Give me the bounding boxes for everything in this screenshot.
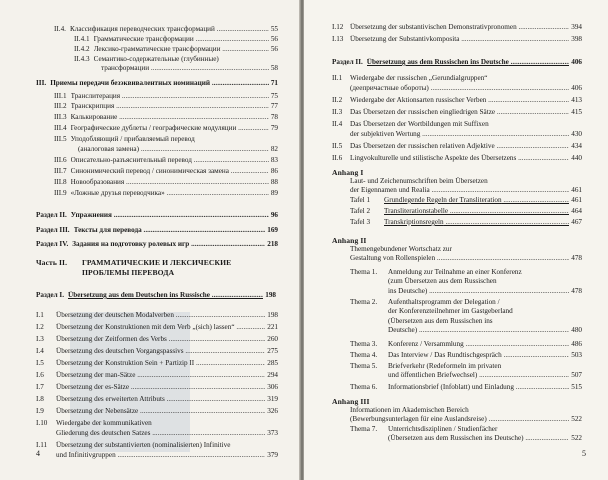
- toc-row: [101, 64, 278, 73]
- toc-num: II.5: [332, 142, 343, 150]
- toc-row: [36, 383, 278, 392]
- toc-num: III.6: [54, 156, 67, 164]
- thema-line: [350, 383, 582, 392]
- toc-title: Übersetzung des deutschen Vorgangspassivs .....: [56, 347, 265, 356]
- annex1-title-1: Laut- und Zeichenumschriften beim Übersetzen: [350, 177, 488, 185]
- toc-num: I.12: [332, 23, 344, 31]
- toc-num: I.6: [36, 371, 44, 379]
- toc-row: [54, 102, 278, 111]
- annex-title: Grundlegende Regeln der Transliteration .....: [384, 196, 569, 205]
- toc-row: [74, 35, 278, 44]
- toc-row: [56, 429, 278, 438]
- toc-title: Übersetzung der deutschen Modalverben .....: [56, 311, 265, 320]
- thema-page: 480: [571, 326, 582, 335]
- toc-row: [36, 240, 278, 249]
- toc-row: [54, 113, 278, 122]
- toc-title: und Infinitivgruppen .....: [56, 451, 265, 460]
- toc-num: I.5: [36, 359, 44, 367]
- toc-row: [54, 167, 278, 176]
- toc-title: Übersetzung der Konstruktion Sein + Partizip II .....: [56, 359, 265, 368]
- toc-row: [350, 84, 582, 93]
- toc-title: Тексты для перевода .....: [74, 226, 266, 235]
- toc-row: [74, 55, 278, 64]
- section-ii-label: Раздел II.: [332, 58, 363, 66]
- toc-row: [36, 407, 278, 416]
- toc-title: Übersetzung der Zeitformen des Verbs .....: [56, 335, 265, 344]
- toc-title: Задания на подготовку ролевых игр .....: [72, 240, 265, 249]
- annex3-title-1: Informationen im Akademischen Bereich: [350, 406, 469, 414]
- thema-num: Thema 7.: [350, 425, 378, 433]
- thema-line: [350, 268, 582, 277]
- toc-page: 413: [571, 96, 582, 104]
- annex-num: Tafel 3: [350, 218, 371, 226]
- toc-num: III.9: [54, 189, 67, 197]
- thema-text: (Übersetzen aus dem Russischen ins Deutsche) .....: [388, 434, 569, 443]
- toc-row: [332, 120, 582, 129]
- toc-page: 55: [270, 25, 278, 33]
- thema-line: [350, 298, 582, 307]
- toc-title: Das Übersetzen der russischen relativen Adjektive .....: [350, 142, 569, 151]
- annex2-title-1: Themengebundener Wortschatz zur: [350, 245, 452, 253]
- annex-row: [350, 196, 582, 205]
- toc-num: I.1: [36, 311, 44, 319]
- thema-text: Briefverkehr (Redeformeln im privaten: [388, 362, 502, 370]
- toc-row: [36, 347, 278, 356]
- annex-num: Tafel 1: [350, 196, 371, 204]
- toc-num: I.10: [36, 419, 48, 427]
- toc-num: II.4: [332, 120, 343, 128]
- thema-line: [388, 326, 582, 335]
- toc-page: 71: [270, 79, 278, 87]
- thema-line: [388, 317, 582, 326]
- toc-title: Lingvokulturelle und stilistische Aspekte des Übersetzens .....: [350, 154, 569, 163]
- annex1-label: Anhang I: [332, 168, 364, 177]
- toc-page: 56: [270, 45, 278, 53]
- toc-page: 430: [571, 130, 582, 138]
- thema-page: 503: [571, 351, 582, 359]
- toc-page: 373: [267, 429, 278, 437]
- section-ii-page: 406: [571, 58, 582, 66]
- annex-page: 461: [571, 196, 582, 204]
- annex-title: Transkriptionsregeln .....: [384, 218, 569, 227]
- toc-num: I.8: [36, 395, 44, 403]
- toc-page: 398: [571, 35, 582, 43]
- annex3-title-row: (Bewerbungsunterlagen für eine Auslandsreise) ..... 522: [350, 415, 582, 424]
- toc-row: [332, 23, 582, 32]
- toc-page: 319: [267, 395, 278, 403]
- thema-num: Thema 4.: [350, 351, 378, 359]
- thema-text: und öffentlichen Briefwechsel) .....: [388, 371, 569, 380]
- toc-page: 96: [270, 211, 278, 219]
- toc-page: 169: [267, 226, 278, 234]
- toc-title: Übersetzung der man-Sätze .....: [56, 371, 265, 380]
- toc-title: Приемы передачи безэквивалентных номинаций .....: [50, 79, 269, 88]
- annex-title: Transliterationstabelle .....: [384, 207, 569, 216]
- part-label: Часть II.: [36, 258, 68, 267]
- section-i-page: 198: [265, 291, 276, 299]
- toc-row: [54, 156, 278, 165]
- annex2-label: Anhang II: [332, 236, 367, 245]
- toc-title: Описательно-разъяснительный перевод .....: [71, 156, 269, 165]
- toc-row: [36, 419, 278, 428]
- toc-title: Übersetzung der Nebensätze .....: [56, 407, 265, 416]
- toc-title: Das Übersetzen der Wortbildungen mit Suffixen: [350, 120, 489, 128]
- annex-page: 464: [571, 207, 582, 215]
- toc-title: Übersetzung der es-Sätze .....: [56, 383, 265, 392]
- part-title-2: ПРОБЛЕМЫ ПЕРЕВОДА: [82, 268, 175, 277]
- toc-num: II.4.2: [74, 45, 90, 53]
- toc-title: Семантико-содержательные (глубинные): [93, 55, 219, 63]
- toc-page: 79: [270, 124, 278, 132]
- toc-num: II.2: [332, 96, 343, 104]
- section-i-label: Раздел I.: [36, 291, 64, 299]
- thema-text: Unterrichtsdisziplinen / Studienfächer: [388, 425, 498, 433]
- toc-page: 379: [267, 451, 278, 459]
- toc-num: III.8: [54, 178, 67, 186]
- toc-row: [332, 108, 582, 117]
- thema-line: [388, 277, 582, 286]
- thema-page: 515: [571, 383, 582, 391]
- annex1-title-row: der Eigennamen und Realia ..... 461: [350, 186, 582, 195]
- annex3-label: Anhang III: [332, 397, 370, 406]
- toc-page: 77: [270, 102, 278, 110]
- toc-title: Wiedergabe der russischen „Gerundialgruppen“: [350, 74, 488, 82]
- toc-title: Übersetzung des erweiterten Attributs .....: [56, 395, 265, 404]
- toc-row: [332, 74, 582, 83]
- toc-num: III.7: [54, 167, 67, 175]
- toc-page: 198: [267, 311, 278, 319]
- toc-row: [36, 226, 278, 235]
- thema-line: [388, 287, 582, 296]
- thema-text: Anmeldung zur Teilnahme an einer Konferenz: [388, 268, 522, 276]
- toc-row: [350, 130, 582, 139]
- toc-row: [36, 211, 278, 220]
- thema-page: 486: [571, 340, 582, 348]
- toc-title: Gliederung des deutschen Satzes .....: [56, 429, 265, 438]
- toc-page: 75: [270, 92, 278, 100]
- toc-page: 275: [267, 347, 278, 355]
- toc-page: 88: [270, 178, 278, 186]
- toc-title: Übersetzung der Substantivkomposita .....: [350, 35, 569, 44]
- toc-num: II.3: [332, 108, 343, 116]
- toc-row: [54, 25, 278, 34]
- thema-text: Deutsche) .....: [388, 326, 569, 335]
- toc-row: [36, 371, 278, 380]
- toc-row: [36, 395, 278, 404]
- thema-line: [388, 307, 582, 316]
- toc-title: Уподобляющий / прибавляемый перевод: [70, 135, 195, 143]
- toc-row: [36, 335, 278, 344]
- toc-page: 86: [270, 167, 278, 175]
- toc-title: Новообразования .....: [71, 178, 269, 187]
- toc-page: 285: [267, 359, 278, 367]
- toc-title: (аналоговая замена) .....: [78, 145, 269, 154]
- toc-page: 221: [267, 323, 278, 331]
- section-i-title: Übersetzung aus dem Deutschen ins Russische .....: [68, 291, 263, 300]
- toc-row: [332, 142, 582, 151]
- toc-num: Раздел II.: [36, 211, 67, 219]
- toc-row: [54, 92, 278, 101]
- toc-row: [332, 154, 582, 163]
- thema-line: [350, 362, 582, 371]
- annex-row: [350, 207, 582, 216]
- toc-title: «Ложные друзья переводчика» .....: [71, 189, 269, 198]
- thema-line: [350, 351, 582, 360]
- annex-num: Tafel 2: [350, 207, 371, 215]
- toc-page: 89: [270, 189, 278, 197]
- toc-num: I.7: [36, 383, 44, 391]
- toc-title: der subjektiven Wertung .....: [350, 130, 569, 139]
- thema-text: (zum Übersetzen aus dem Russischen: [388, 277, 497, 286]
- toc-num: III.: [36, 79, 47, 87]
- thema-text: der Konferenzteilnehmer im Gastgeberland: [388, 307, 513, 316]
- toc-page: 83: [270, 156, 278, 164]
- thema-num: Thema 5.: [350, 362, 378, 370]
- thema-text: Das Interview / Das Rundtischgespräch .....: [388, 351, 569, 360]
- toc-page: 260: [267, 335, 278, 343]
- toc-row: [78, 145, 278, 154]
- thema-line: [388, 371, 582, 380]
- toc-page: 394: [571, 23, 582, 31]
- section-ii-row: [332, 58, 582, 67]
- thema-text: Konferenz / Versammlung .....: [388, 340, 569, 349]
- toc-num: I.11: [36, 441, 48, 449]
- thema-line: [350, 425, 582, 434]
- toc-row: [36, 441, 278, 450]
- toc-page: 440: [571, 154, 582, 162]
- toc-num: III.1: [54, 92, 67, 100]
- toc-title: Übersetzung der Konstruktionen mit dem Verb „(sich) lassen“ .....: [56, 323, 265, 332]
- toc-num: I.9: [36, 407, 44, 415]
- toc-num: I.13: [332, 35, 344, 43]
- thema-page: 478: [571, 286, 582, 295]
- toc-num: I.3: [36, 335, 44, 343]
- page-number-right: 5: [582, 449, 586, 458]
- toc-page: 218: [267, 240, 278, 248]
- toc-num: III.2: [54, 102, 67, 110]
- toc-title: Грамматические трансформации .....: [94, 35, 269, 44]
- section-i-row: [36, 291, 276, 300]
- toc-title: Транскрипция .....: [71, 102, 269, 111]
- annex-page: 467: [571, 218, 582, 226]
- toc-num: I.2: [36, 323, 44, 331]
- thema-line: [388, 434, 582, 443]
- toc-title: (деепричастные обороты) .....: [350, 84, 569, 93]
- thema-text: ins Deutsche) .....: [388, 287, 569, 296]
- toc-row: [36, 311, 278, 320]
- toc-page: 58: [270, 64, 278, 72]
- toc-title: трансформации .....: [101, 64, 269, 73]
- toc-page: 415: [571, 108, 582, 116]
- toc-row: [36, 323, 278, 332]
- toc-row: [54, 178, 278, 187]
- toc-num: Раздел III.: [36, 226, 70, 234]
- toc-num: III.3: [54, 113, 67, 121]
- toc-num: III.4: [54, 124, 67, 132]
- toc-num: II.4.1: [74, 35, 90, 43]
- toc-page: 294: [267, 371, 278, 379]
- toc-page: 326: [267, 407, 278, 415]
- toc-row: [332, 35, 582, 44]
- thema-num: Thema 1.: [350, 268, 378, 276]
- left-page: [0, 0, 300, 480]
- right-page: [304, 0, 608, 480]
- toc-row: [54, 189, 278, 198]
- thema-text: Informationsbrief (Infoblatt) und Einladung .....: [388, 383, 569, 392]
- toc-title: Географические дублеты / географические модуляции .....: [71, 124, 269, 133]
- toc-row: [74, 45, 278, 54]
- toc-title: Классификация переводческих трансформаций .....: [70, 25, 269, 34]
- toc-title: Wiedergabe der Aktionsarten russischer Verben .....: [350, 96, 569, 105]
- toc-title: Упражнения .....: [71, 211, 269, 220]
- toc-num: II.6: [332, 154, 343, 162]
- toc-num: III.5: [54, 135, 67, 143]
- thema-num: Thema 6.: [350, 383, 378, 391]
- thema-num: Thema 2.: [350, 298, 378, 306]
- toc-row: [56, 451, 278, 460]
- toc-page: 306: [267, 383, 278, 391]
- toc-num: II.1: [332, 74, 343, 82]
- toc-title: Wiedergabe der kommunikativen: [56, 419, 152, 427]
- toc-page: 406: [571, 84, 582, 92]
- toc-title: Übersetzung der substantivischen Demonstrativpronomen .....: [350, 23, 569, 32]
- thema-page: 507: [571, 371, 582, 380]
- toc-num: Раздел IV.: [36, 240, 69, 248]
- thema-line: [350, 340, 582, 349]
- toc-num: II.4.: [54, 25, 66, 33]
- toc-page: 56: [270, 35, 278, 43]
- toc-title: Транслитерация .....: [71, 92, 269, 101]
- toc-title: Übersetzung der substantivierten (nominalisierten) Infinitive: [56, 441, 231, 449]
- toc-row: [36, 79, 278, 88]
- part-title-1: ГРАММАТИЧЕСКИЕ И ЛЕКСИЧЕСКИЕ: [82, 258, 232, 267]
- page-number-left: 4: [36, 449, 40, 458]
- toc-row: [54, 135, 278, 144]
- section-ii-title: Übersetzung aus dem Russischen ins Deutsche .....: [367, 58, 569, 67]
- annex-row: [350, 218, 582, 227]
- thema-text: (Übersetzen aus dem Russischen ins: [388, 316, 493, 325]
- toc-page: 78: [270, 113, 278, 121]
- toc-num: I.4: [36, 347, 44, 355]
- thema-page: 522: [571, 434, 582, 443]
- toc-page: 434: [571, 142, 582, 150]
- thema-num: Thema 3.: [350, 340, 378, 348]
- toc-title: Калькирование .....: [71, 113, 269, 122]
- toc-row: [332, 96, 582, 105]
- toc-title: Das Übersetzen der russischen eingliedrigen Sätze .....: [350, 108, 569, 117]
- toc-row: [36, 359, 278, 368]
- thema-text: Aufenthaltsprogramm der Delegation /: [388, 298, 500, 306]
- toc-num: II.4.3: [74, 55, 90, 63]
- annex2-title-row: Gestaltung von Rollenspielen ..... 478: [350, 254, 582, 263]
- toc-page: 82: [270, 145, 278, 153]
- toc-row: [54, 124, 278, 133]
- toc-title: Синонимический перевод / синонимическая замена .....: [71, 167, 269, 176]
- toc-title: Лексико-грамматические трансформации .....: [94, 45, 269, 54]
